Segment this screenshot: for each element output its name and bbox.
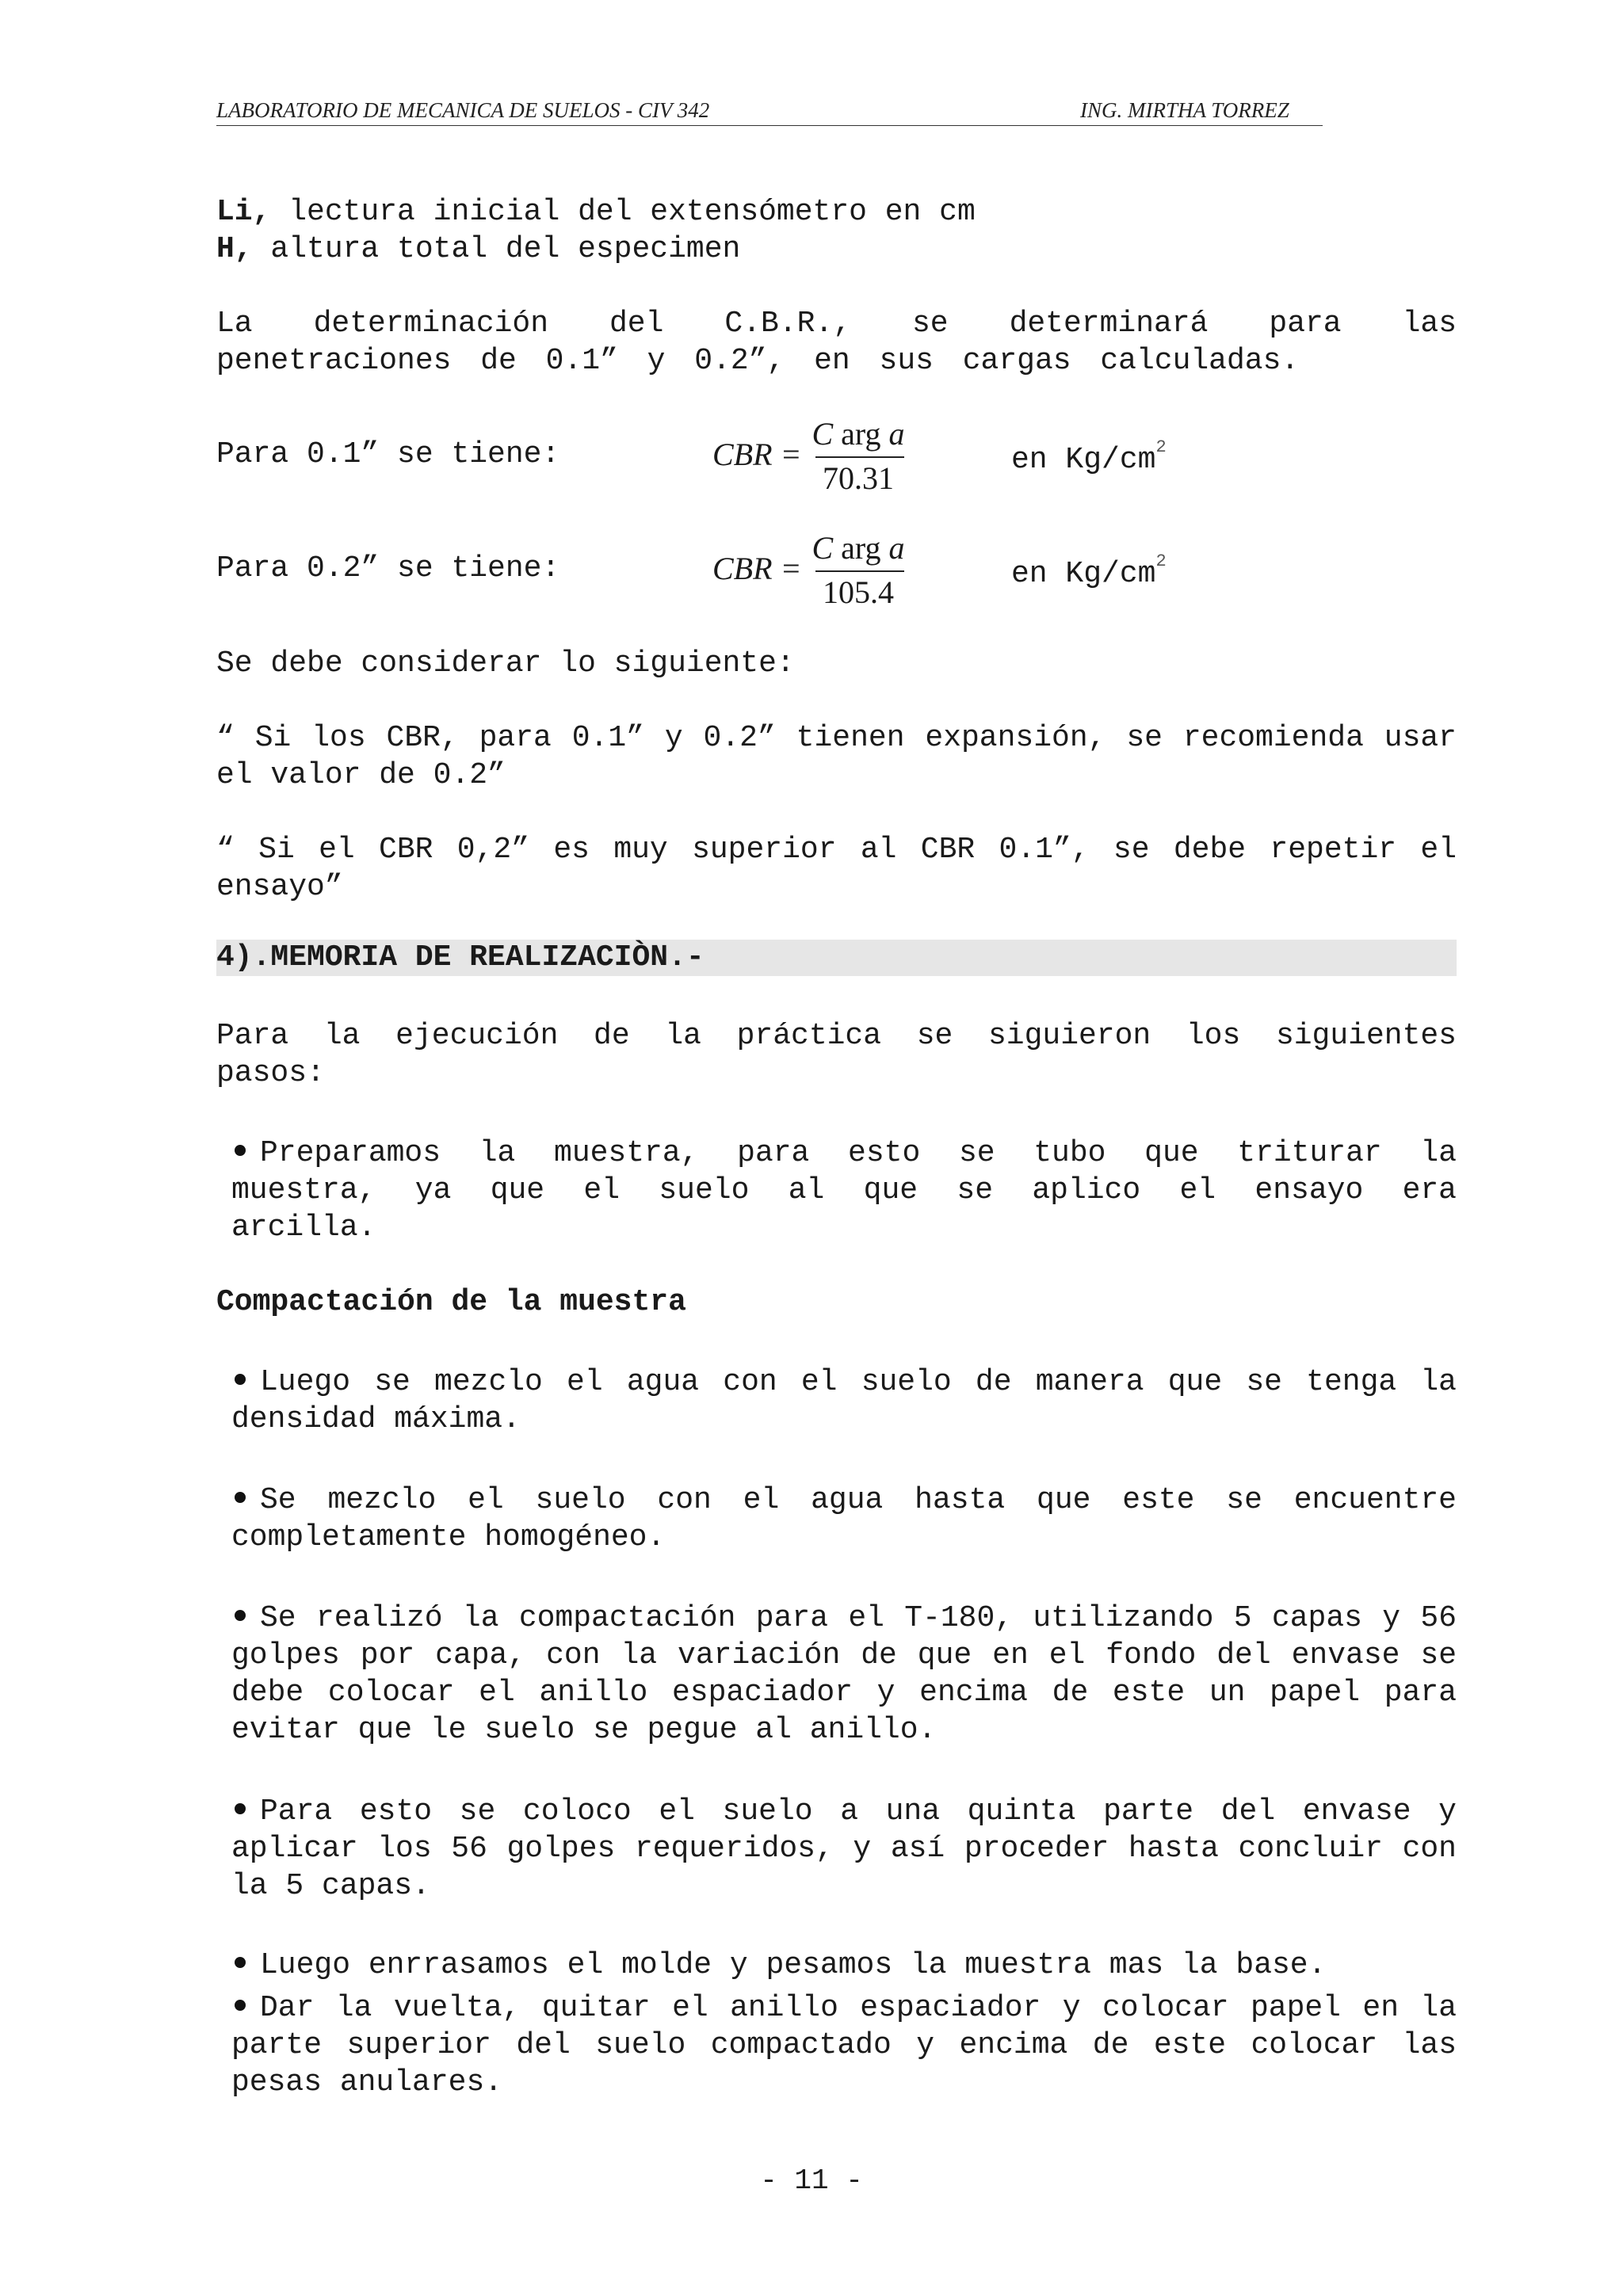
- formula-row-01: [216, 418, 1405, 498]
- definition-text: lectura inicial del extensómetro en cm: [270, 195, 976, 229]
- cbr-paragraph: La determinación del C.B.R., se determinará para las penetraciones de 0.1” y 0.2”, en sus cargas calculadas.: [216, 307, 1457, 378]
- bullet-item: Se realizó la compactación para el T-180, utilizando 5 capas y 56 golpes por capa, con la variación de que en el fondo del envase se debe colocar el anillo espaciador y encima de este un papel para evitar que le suelo se pegue al anillo.: [231, 1601, 1457, 1747]
- formula-numerator: C arg a: [812, 416, 905, 452]
- header-author: ING. MIRTHA TORREZ: [1080, 98, 1289, 122]
- quote-expansion: “ Si los CBR, para 0.1” y 0.2” tienen expansión, se recomienda usar el valor de 0.2”: [216, 721, 1457, 792]
- formula-label: Para 0.1” se tiene:: [216, 437, 560, 471]
- formula-denominator: 70.31: [823, 460, 894, 496]
- bullet-icon: [235, 1610, 246, 1621]
- formula-unit: en $Kg/cm^2$: [1011, 551, 1167, 591]
- definition-li: [216, 193, 1457, 231]
- header-rule: [216, 125, 1323, 126]
- formula-numerator: C arg a: [812, 530, 905, 566]
- definition-h: [216, 231, 1457, 268]
- consider-text: Se debe considerar lo siguiente:: [216, 646, 795, 681]
- bullet-item: Preparamos la muestra, para esto se tubo que triturar la muestra, ya que el suelo al que se aplico el ensayo era arcilla.: [231, 1136, 1457, 1245]
- bullet-icon: [235, 1957, 246, 1968]
- formula-lhs: CBR =: [712, 551, 802, 586]
- fraction-bar: [815, 456, 904, 458]
- page-header: [216, 95, 1326, 127]
- bullet-item: Se mezclo el suelo con el agua hasta que este se encuentre completamente homogéneo.: [231, 1483, 1457, 1554]
- bullet-item: Luego enrrasamos el molde y pesamos la muestra mas la base.: [231, 1947, 1457, 1984]
- intro-paragraph: Para la ejecución de la práctica se siguieron los siguientes pasos:: [216, 1019, 1457, 1090]
- formula-unit: en $Kg/cm^2$: [1011, 437, 1167, 477]
- bullet-item: Para esto se coloco el suelo a una quinta parte del envase y aplicar los 56 golpes requeridos, y así proceder hasta concluir con la 5 capas.: [231, 1794, 1457, 1903]
- bullet-icon: [235, 2000, 246, 2011]
- bullet-icon: [235, 1492, 246, 1503]
- bullet-item: Luego se mezclo el agua con el suelo de manera que se tenga la densidad máxima.: [231, 1365, 1457, 1436]
- page-number: - 11 -: [760, 2164, 863, 2197]
- definition-text: altura total del especimen: [252, 232, 741, 266]
- bullet-icon: [235, 1374, 246, 1385]
- header-course: LABORATORIO DE MECANICA DE SUELOS - CIV 342: [216, 98, 710, 122]
- definition-term: Li,: [216, 195, 271, 229]
- fraction-bar: [815, 570, 904, 572]
- definition-term: H,: [216, 232, 253, 266]
- formula-row-02: [216, 532, 1405, 612]
- section-heading: 4).MEMORIA DE REALIZACIÒN.-: [216, 940, 1457, 976]
- bullet-icon: [235, 1145, 246, 1156]
- bullet-item: Dar la vuelta, quitar el anillo espaciador y colocar papel en la parte superior del suelo compactado y encima de este colocar las pesas anulares.: [231, 1991, 1457, 2100]
- bullet-icon: [235, 1803, 246, 1814]
- formula-label: Para 0.2” se tiene:: [216, 551, 560, 585]
- formula-lhs: CBR =: [712, 437, 802, 472]
- quote-repeat: “ Si el CBR 0,2” es muy superior al CBR 0.1”, se debe repetir el ensayo”: [216, 833, 1457, 904]
- subheading-compaction: Compactación de la muestra: [216, 1285, 686, 1319]
- formula-denominator: 105.4: [823, 574, 894, 610]
